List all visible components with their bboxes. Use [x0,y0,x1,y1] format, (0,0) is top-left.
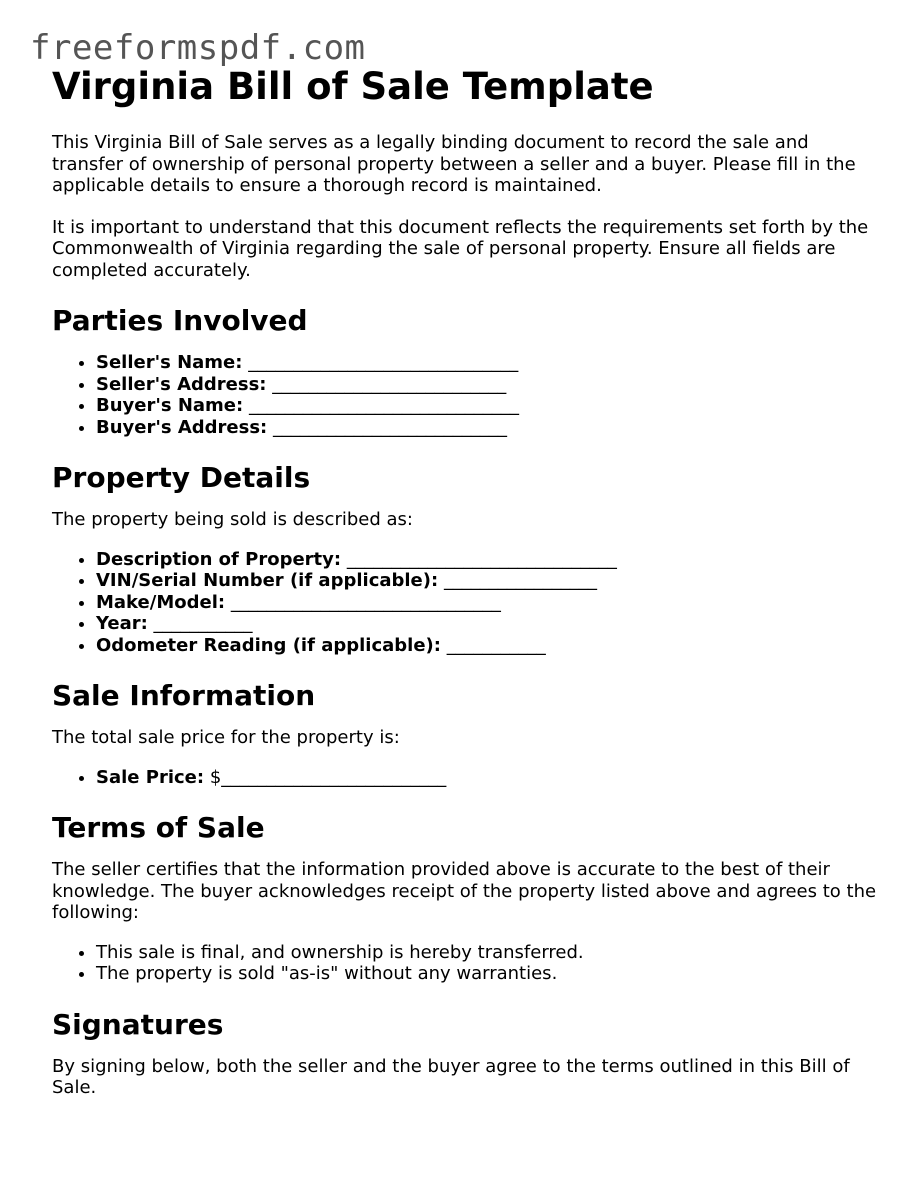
make-model-blank[interactable]: ______________________________ [230,591,501,613]
field-label: Buyer's Name: [96,395,244,416]
field-label: Description of Property: [96,548,342,570]
field-label: Year: [96,613,148,634]
section-heading-signatures: Signatures [52,1007,224,1041]
section-heading-parties: Parties Involved [52,304,308,337]
sale-price-blank[interactable]: $_________________________ [209,766,447,788]
description-blank[interactable]: ______________________________ [346,548,617,570]
intro-paragraph-1: This Virginia Bill of Sale serves as a legally binding document to record the sale and transfer of ownership of personal property between a seller and a buyer. Please fill in the applicable details to ensure a thorough record is maintained. [52,132,856,196]
property-list [52,549,882,657]
odometer-blank[interactable]: ___________ [446,634,546,656]
seller-address-blank[interactable]: __________________________ [272,373,507,395]
list-item-make-model [96,592,882,614]
field-label: Make/Model: [96,591,226,613]
list-item-description [96,549,882,571]
list-item-seller-name [96,352,882,374]
list-item-term: • This sale is final, and ownership is hereby transferred. [96,942,882,964]
parties-list [52,352,882,438]
property-intro: The property being sold is described as: [52,509,413,530]
field-label: Odometer Reading (if applicable): [96,634,441,656]
list-item-seller-address [96,374,882,396]
field-label: Buyer's Address: [96,416,268,438]
field-label: Seller's Name: [96,352,243,373]
field-label: VIN/Serial Number (if applicable): [96,570,439,591]
year-blank[interactable]: ___________ [153,613,253,634]
section-heading-sale: Sale Information [52,679,316,712]
vin-blank[interactable]: _________________ [443,570,597,591]
page-title: Virginia Bill of Sale Template [52,65,654,108]
list-item-odometer [96,635,882,657]
list-item-year [96,613,882,635]
field-label: Sale Price: [96,766,205,788]
buyer-address-blank[interactable]: __________________________ [273,416,507,438]
signatures-intro: By signing below, both the seller and the buyer agree to the terms outlined in this Bill of Sale. [52,1055,850,1098]
sale-intro: The total sale price for the property is: [52,727,400,748]
buyer-name-blank[interactable]: ______________________________ [248,395,519,416]
field-label: Seller's Address: [96,373,267,395]
list-item-buyer-name [96,395,882,417]
list-item-sale-price [96,767,882,789]
terms-list [52,942,882,985]
intro-paragraph-2: It is important to understand that this document reflects the requirements set forth by the Commonwealth of Virginia regarding the sale of personal property. Ensure all fields are completed accurately. [52,216,869,281]
list-item-buyer-address [96,417,882,439]
list-item-vin [96,570,882,592]
section-heading-property: Property Details [52,461,311,494]
watermark-logo: freeformspdf.com [30,28,366,68]
document-page [52,62,882,1099]
seller-name-blank[interactable]: ______________________________ [248,352,519,373]
sale-list [52,767,882,789]
section-heading-terms: Terms of Sale [52,811,265,844]
terms-intro: The seller certifies that the information provided above is accurate to the best of their knowledge. The buyer acknowledges receipt of the property listed above and agrees to the following: [52,859,877,923]
list-item-term: • The property is sold "as-is" without any warranties. [96,963,882,985]
